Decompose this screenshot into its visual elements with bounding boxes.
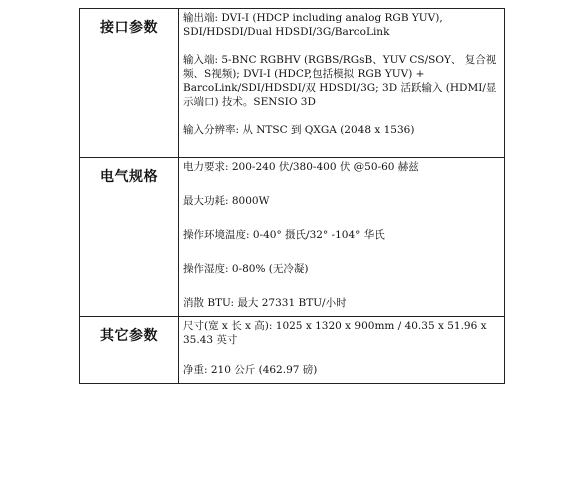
- content-cell-other: [179, 317, 505, 384]
- spec-table: [79, 8, 505, 384]
- spec-input-resolution: 输入分辨率: 从 NTSC 到 QXGA (2048 x 1536): [183, 124, 415, 136]
- section-title-electrical: 电气规格: [80, 158, 179, 317]
- spec-humidity: 操作湿度: 0-80% (无冷凝): [183, 263, 309, 275]
- table-row-interface: [80, 9, 505, 158]
- spec-net-weight: 净重: 210 公斤 (462.97 磅): [183, 364, 318, 376]
- spec-output: 输出端: DVI-I (HDCP including analog RGB YUV), SDI/HDSDI/Dual HDSDI/3G/BarcoLink: [183, 12, 443, 38]
- table-row-electrical: [80, 158, 505, 317]
- content-cell-interface: [179, 9, 505, 158]
- spec-max-consumption: 最大功耗: 8000W: [183, 195, 270, 207]
- content-cell-electrical: [179, 158, 505, 317]
- spec-btu: 消散 BTU: 最大 27331 BTU/小时: [183, 297, 347, 309]
- spec-operating-temp: 操作环境温度: 0-40° 摄氏/32° -104° 华氏: [183, 229, 385, 241]
- spec-power: 电力要求: 200-240 伏/380-400 伏 @50-60 赫兹: [183, 161, 419, 173]
- table-row-other: [80, 317, 505, 384]
- section-title-interface: 接口参数: [80, 9, 179, 158]
- spec-input: 输入端: 5-BNC RGBHV (RGBS/RGsB、YUV CS/SOY、 复合视频、S视频); DVI-I (HDCP,包括模拟 RGB YUV) + BarcoLink/SDI/HDSDI/双 HDSDI/3G; 3D 活跃输入 (HDMI/显示端口) 技术。SENSIO 3D: [183, 54, 497, 108]
- section-title-other: 其它参数: [80, 317, 179, 384]
- spec-dimensions: 尺寸(宽 x 长 x 高): 1025 x 1320 x 900mm / 40.35 x 51.96 x 35.43 英寸: [183, 320, 487, 346]
